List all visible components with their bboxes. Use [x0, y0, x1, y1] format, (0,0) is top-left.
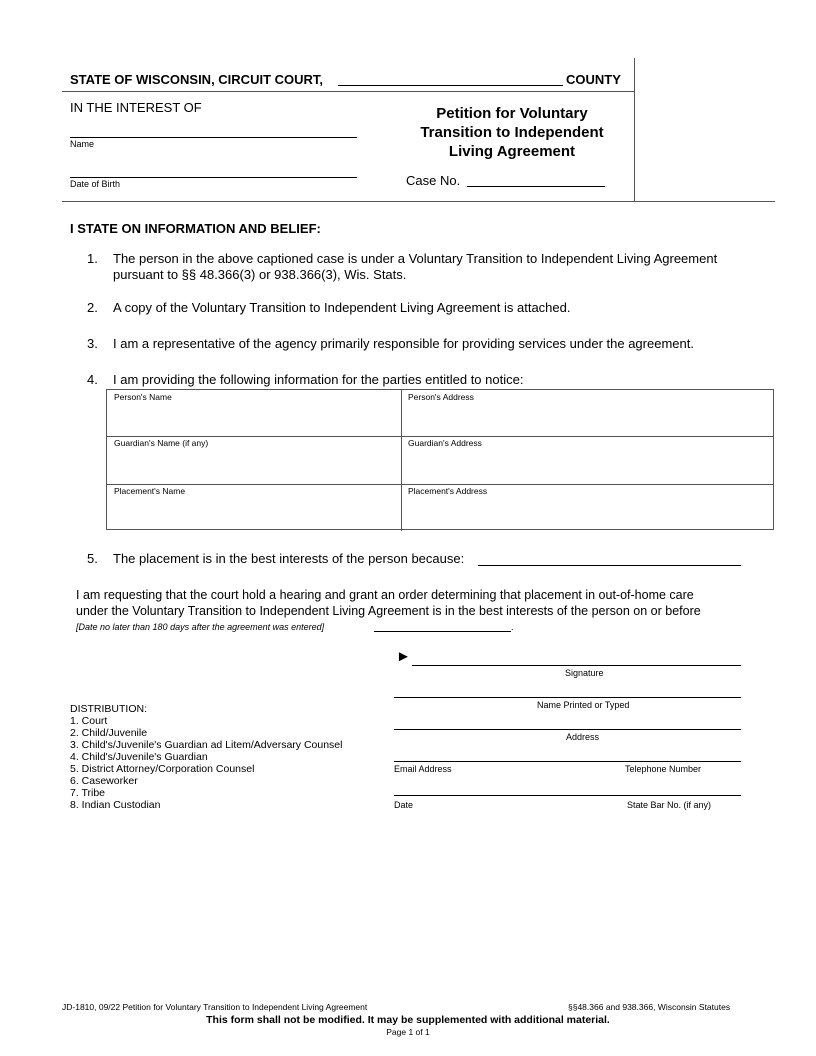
address-field[interactable] [394, 729, 741, 730]
telephone-number-label: Telephone Number [625, 764, 702, 774]
header-bottom-rule [62, 201, 775, 202]
notice-table-row-divider [107, 436, 773, 437]
email-telephone-field[interactable] [394, 761, 741, 762]
header-top-rule [62, 91, 634, 92]
item-1-number: 1. [87, 251, 98, 266]
distribution-item: 6. Caseworker [70, 775, 138, 787]
name-field[interactable] [70, 137, 357, 138]
request-paragraph [76, 587, 701, 619]
placements-name-cell[interactable]: Placement's Name [114, 486, 186, 496]
email-address-label: Email Address [394, 764, 452, 774]
distribution-heading: DISTRIBUTION: [70, 703, 148, 715]
distribution-item: 8. Indian Custodian [70, 799, 161, 811]
guardians-address-cell[interactable]: Guardian's Address [408, 438, 482, 448]
case-no-field[interactable] [467, 186, 605, 187]
distribution-item: 1. Court [70, 715, 108, 727]
county-label: COUNTY [566, 72, 621, 87]
name-printed-field[interactable] [394, 697, 741, 698]
footer-notice: This form shall not be modified. It may be supplemented with additional material. [206, 1014, 610, 1026]
date-note: [Date no later than 180 days after the agreement was entered] [76, 622, 325, 632]
item-5-number: 5. [87, 551, 98, 566]
item-5-text: The placement is in the best interests of the person because: [113, 551, 465, 566]
court-heading: STATE OF WISCONSIN, CIRCUIT COURT, [70, 72, 324, 87]
item-4-number: 4. [87, 372, 98, 387]
distribution-item: 7. Tribe [70, 787, 106, 799]
date-of-birth-label: Date of Birth [70, 179, 121, 189]
case-no-label: Case No. [406, 173, 461, 188]
request-line-2: under the Voluntary Transition to Independent Living Agreement is in the best interests of the person on or before [76, 604, 701, 618]
footer-statutes: §§48.366 and 938.366, Wisconsin Statutes [568, 1002, 731, 1012]
in-the-interest-of-label: IN THE INTEREST OF [70, 100, 202, 115]
persons-address-cell[interactable]: Person's Address [408, 392, 474, 402]
notice-table-row-divider [107, 484, 773, 485]
header-right-border [634, 58, 635, 202]
date-of-birth-field[interactable] [70, 177, 357, 178]
address-label: Address [566, 732, 600, 742]
item-1-line-1: The person in the above captioned case is under a Voluntary Transition to Independent Living Agreement [113, 251, 718, 266]
persons-name-cell[interactable]: Person's Name [114, 392, 172, 402]
footer-form-id: JD-1810, 09/22 Petition for Voluntary Transition to Independent Living Agreement [62, 1002, 368, 1012]
item-1-text [113, 251, 717, 283]
item-3-text: I am a representative of the agency primarily responsible for providing services under the agreement. [113, 336, 694, 351]
placements-address-cell[interactable]: Placement's Address [408, 486, 488, 496]
item-2-number: 2. [87, 300, 98, 315]
statement-heading: I STATE ON INFORMATION AND BELIEF: [70, 221, 321, 236]
distribution-item: 5. District Attorney/Corporation Counsel [70, 763, 255, 775]
notice-table-column-divider [401, 390, 402, 531]
best-interests-reason-field[interactable] [478, 565, 741, 566]
signature-arrow-icon: ► [396, 648, 411, 665]
date-field-period: . [511, 622, 514, 632]
date-label: Date [394, 800, 414, 810]
form-title-line-2: Transition to Independent [420, 124, 604, 141]
distribution-item: 3. Child's/Juvenile's Guardian ad Litem/Adversary Counsel [70, 739, 343, 751]
guardians-name-cell[interactable]: Guardian's Name (if any) [114, 438, 209, 448]
signature-field[interactable] [412, 665, 741, 666]
name-label: Name [70, 139, 95, 149]
county-name-field[interactable] [338, 85, 563, 86]
signature-label: Signature [565, 668, 604, 678]
footer-page-number: Page 1 of 1 [386, 1027, 430, 1037]
form-title [392, 104, 632, 161]
distribution-item: 2. Child/Juvenile [70, 727, 148, 739]
item-1-line-2: pursuant to §§ 48.366(3) or 938.366(3), Wis. Stats. [113, 267, 407, 282]
form-title-line-3: Living Agreement [448, 143, 576, 160]
item-4-text: I am providing the following information for the parties entitled to notice: [113, 372, 524, 387]
form-title-line-1: Petition for Voluntary [436, 105, 588, 122]
item-2-text: A copy of the Voluntary Transition to Independent Living Agreement is attached. [113, 300, 571, 315]
distribution-item: 4. Child's/Juvenile's Guardian [70, 751, 208, 763]
date-bar-field[interactable] [394, 795, 741, 796]
request-line-1: I am requesting that the court hold a hearing and grant an order determining that placement in out-of-home care [76, 588, 694, 602]
item-3-number: 3. [87, 336, 98, 351]
hearing-date-field[interactable] [374, 631, 511, 632]
notice-table [106, 389, 774, 530]
name-printed-label: Name Printed or Typed [537, 700, 630, 710]
state-bar-label: State Bar No. (if any) [627, 800, 712, 810]
